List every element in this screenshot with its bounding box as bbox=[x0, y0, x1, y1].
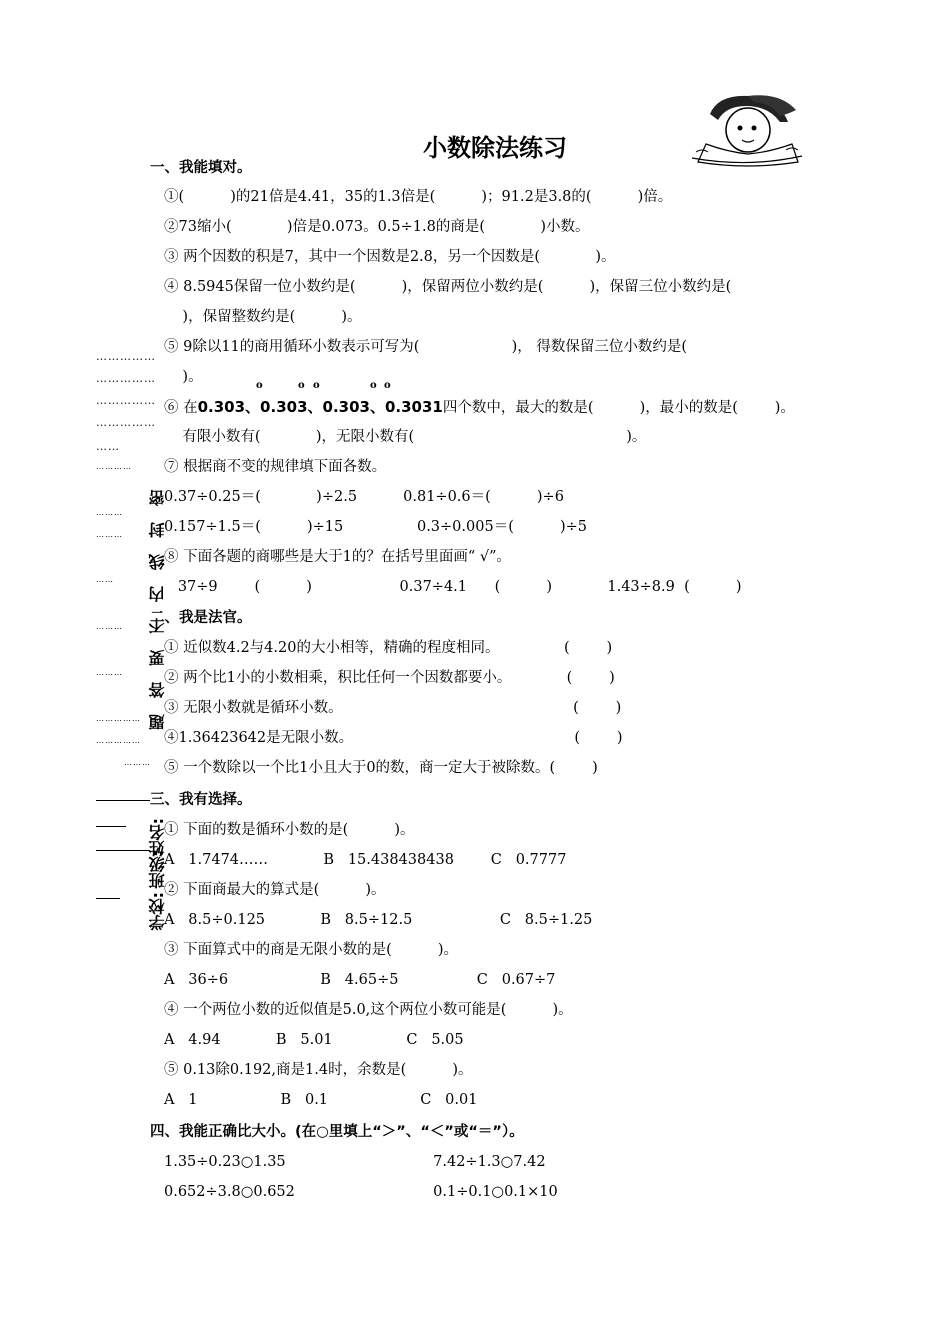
s3-question-1: ① 下面的数是循环小数的是( )。 bbox=[164, 822, 415, 838]
repeat-dot: o bbox=[384, 380, 391, 391]
q6-prefix: ⑥ 在 bbox=[164, 400, 198, 416]
school-label: 学校: bbox=[148, 892, 167, 931]
s3-options-4: A 4.94 B 5.01 C 5.05 bbox=[164, 1032, 464, 1048]
repeat-dot: o bbox=[313, 380, 320, 391]
seal-dots: ……… bbox=[96, 508, 123, 517]
s3-options-5: A 1 B 0.1 C 0.01 bbox=[164, 1092, 478, 1108]
page-title: 小数除法练习 bbox=[423, 134, 567, 162]
s3-question-5: ⑤ 0.13除0.192,商是1.4时，余数是( )。 bbox=[164, 1062, 473, 1078]
s1-question-5b: )。 bbox=[164, 369, 203, 385]
seal-dots: …………… bbox=[96, 416, 156, 429]
s3-question-2: ② 下面商最大的算式是( )。 bbox=[164, 882, 386, 898]
seal-dots: …………… bbox=[96, 736, 141, 745]
school-line bbox=[96, 898, 120, 899]
class-label: 班级: bbox=[148, 850, 167, 889]
seal-dots: …………… bbox=[96, 372, 156, 385]
q6-suffix: 四个数中，最大的数是( )，最小的数是( )。 bbox=[442, 400, 795, 416]
s1-question-8: ⑧ 下面各题的商哪些是大于1的？在括号里面画“ √”。 bbox=[164, 549, 512, 565]
section-2-heading: 二、我是法官。 bbox=[150, 610, 252, 626]
seal-dots: …………… bbox=[96, 350, 156, 363]
section-3-heading: 三、我有选择。 bbox=[150, 792, 252, 808]
s2-question-4: ④1.36423642是无限小数。 ( ) bbox=[164, 730, 623, 746]
seal-dots: ……… bbox=[96, 530, 123, 539]
s3-options-2: A 8.5÷0.125 B 8.5÷12.5 C 8.5÷1.25 bbox=[164, 912, 593, 928]
s2-question-2: ② 两个比1小的小数相乘，积比任何一个因数都要小。 ( ) bbox=[164, 670, 615, 686]
seal-dots: …… bbox=[96, 440, 120, 453]
repeat-dot: o bbox=[256, 380, 263, 391]
s3-options-1: A 1.7474…… B 15.438438438 C 0.7777 bbox=[164, 852, 567, 868]
repeat-dot: o bbox=[370, 380, 377, 391]
s4-question-1: 1.35÷0.23○1.35 7.42÷1.3○7.42 bbox=[164, 1154, 546, 1170]
s1-question-3: ③ 两个因数的积是7，其中一个因数是2.8，另一个因数是( )。 bbox=[164, 249, 616, 265]
s2-question-3: ③ 无限小数就是循环小数。 ( ) bbox=[164, 700, 622, 716]
s1-question-6b: 有限小数有( )，无限小数有( )。 bbox=[164, 429, 647, 445]
seal-line-text: 題答要不内线封密 bbox=[148, 474, 167, 730]
s3-question-4: ④ 一个两位小数的近似值是5.0,这个两位小数可能是( )。 bbox=[164, 1002, 573, 1018]
seal-dots: ……… bbox=[124, 758, 151, 767]
q6-numbers: 0.303、0.303、0.303、0.3031 bbox=[197, 398, 443, 416]
name-label: 姓名: bbox=[148, 818, 167, 857]
s3-options-3: A 36÷6 B 4.65÷5 C 0.67÷7 bbox=[164, 972, 556, 988]
section-4-heading: 四、我能正确比大小。(在○里填上“＞”、“＜”或“＝”）。 bbox=[150, 1124, 524, 1140]
s1-question-7: ⑦ 根据商不变的规律填下面各数。 bbox=[164, 459, 387, 475]
name-line bbox=[96, 826, 126, 827]
s2-question-5: ⑤ 一个数除以一个比1小且大于0的数，商一定大于被除数。( ) bbox=[164, 760, 598, 776]
s4-question-2: 0.652÷3.8○0.652 0.1÷0.1○0.1×10 bbox=[164, 1184, 558, 1200]
seal-dots: …… bbox=[96, 575, 114, 584]
s1-question-7a: 0.37÷0.25＝( )÷2.5 0.81÷0.6＝( )÷6 bbox=[164, 489, 564, 505]
s1-question-1: ①( )的21倍是4.41，35的1.3倍是( )；91.2是3.8的( )倍。 bbox=[164, 189, 673, 205]
s2-question-1: ① 近似数4.2与4.20的大小相等，精确的程度相同。 ( ) bbox=[164, 640, 613, 656]
seal-dots: ………… bbox=[96, 462, 132, 471]
name-line bbox=[96, 800, 150, 801]
seal-dots: ……… bbox=[96, 668, 123, 677]
s1-question-6a bbox=[164, 397, 795, 418]
seal-dots: …………… bbox=[96, 394, 156, 407]
section-1-heading: 一、我能填对。 bbox=[150, 160, 252, 176]
s1-question-4b: )，保留整数约是( )。 bbox=[164, 309, 362, 325]
seal-dots: ……… bbox=[96, 622, 123, 631]
s1-question-8a: 37÷9 ( ) 0.37÷4.1 ( ) 1.43÷8.9 ( ) bbox=[164, 579, 742, 595]
s1-question-4a: ④ 8.5945保留一位小数约是( )，保留两位小数约是( )，保留三位小数约是( bbox=[164, 279, 732, 295]
repeat-dot: o bbox=[298, 380, 305, 391]
s1-question-7b: 0.157÷1.5＝( )÷15 0.3÷0.005＝( )÷5 bbox=[164, 519, 587, 535]
class-line bbox=[96, 850, 150, 851]
s1-question-5a: ⑤ 9除以11的商用循环小数表示可写为( )， 得数保留三位小数约是( bbox=[164, 339, 688, 355]
s1-question-2: ②73缩小( )倍是0.073。0.5÷1.8的商是( )小数。 bbox=[164, 219, 590, 235]
s3-question-3: ③ 下面算式中的商是无限小数的是( )。 bbox=[164, 942, 459, 958]
seal-dots: …………… bbox=[96, 714, 141, 723]
